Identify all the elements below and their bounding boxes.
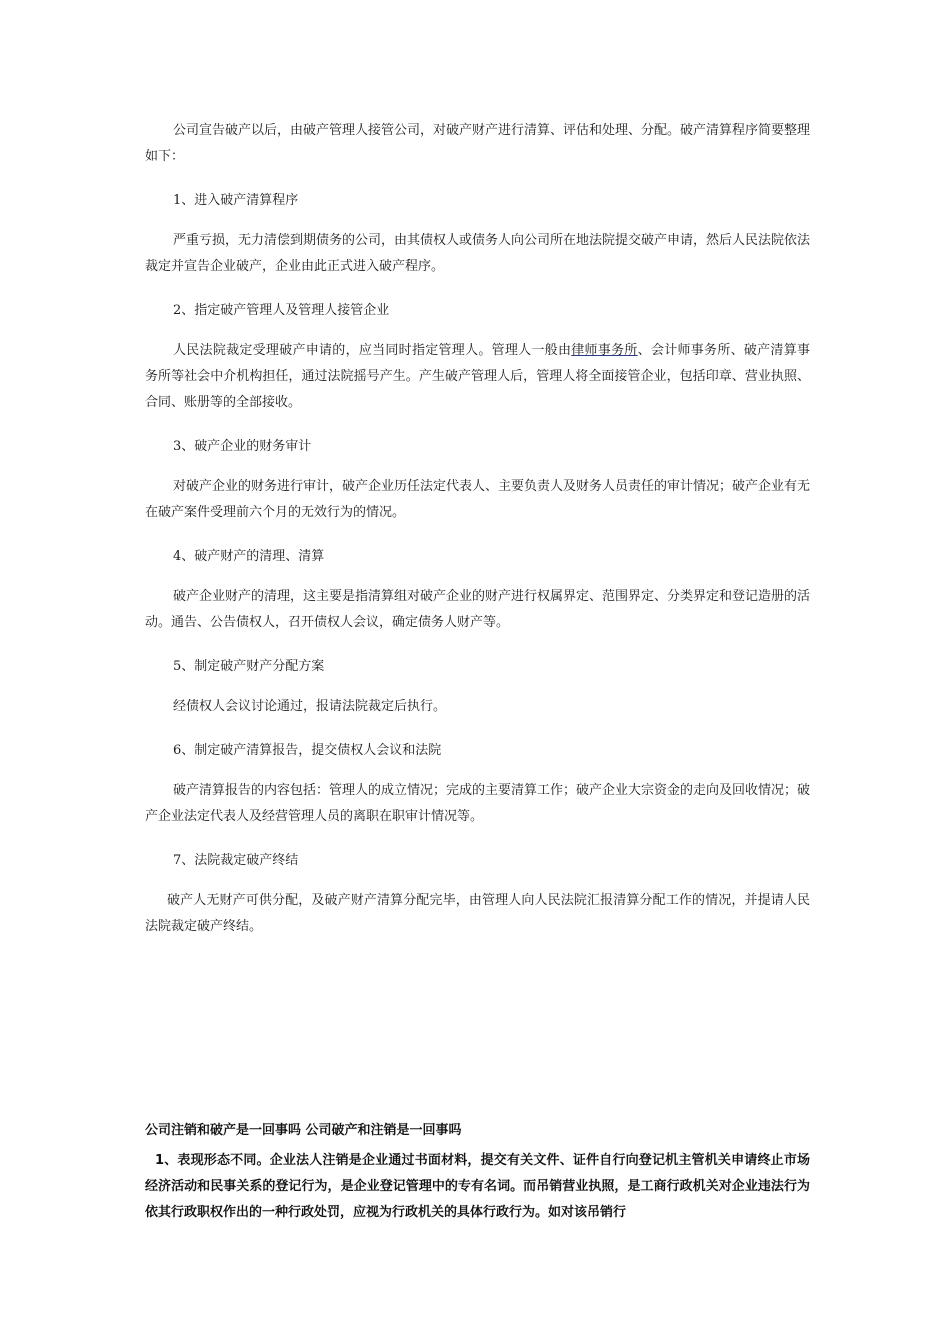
law-firm-link[interactable]: 律师事务所 — [571, 343, 638, 358]
step-2-heading: 2、指定破产管理人及管理人接管企业 — [173, 303, 390, 318]
step-2-body-end: 、会计师事务所、破产清算事务所等社会中介机构担任，通过法院摇号产生。产生破产管理人后，管理人将全面接管企业，包括印章、营业执照、合同、账册等的全部接收。 — [145, 343, 810, 410]
step-3-body: 对破产企业的财务进行审计，破产企业历任法定代表人、主要负责人及财务人员责任的审计情况；破产企业有无在破产案件受理前六个月的无效行为的情况。 — [145, 479, 811, 520]
step-2-body — [145, 338, 810, 416]
deregistration-vs-bankruptcy-section — [145, 1120, 810, 1226]
step-3-heading: 3、破产企业的财务审计 — [173, 439, 312, 454]
intro-paragraph: 公司宣告破产以后，由破产管理人接管公司，对破产财产进行清算、评估和处理、分配。破产清算程序简要整理如下： — [145, 123, 811, 164]
step-5-body: 经债权人会议讨论通过，报请法院裁定后执行。 — [173, 699, 447, 714]
step-5-heading: 5、制定破产财产分配方案 — [173, 659, 325, 674]
step-6-heading: 6、制定破产清算报告，提交债权人会议和法院 — [173, 743, 442, 758]
section-title: 公司注销和破产是一回事吗 公司破产和注销是一回事吗 — [145, 1123, 462, 1138]
step-7-body: 破产人无财产可供分配，及破产财产清算分配完毕，由管理人向人民法院汇报清算分配工作的情况，并提请人民法院裁定破产终结。 — [145, 893, 810, 934]
step-1-body: 严重亏损，无力清偿到期债务的公司，由其债权人或债务人向公司所在地法院提交破产申请，然后人民法院依法裁定并宣告企业破产，企业由此正式进入破产程序。 — [145, 233, 811, 274]
step-2-body-start: 人民法院裁定受理破产申请的，应当同时指定管理人。管理人一般由 — [173, 343, 572, 358]
bankruptcy-procedure-section — [145, 118, 810, 958]
step-6-body: 破产清算报告的内容包括：管理人的成立情况；完成的主要清算工作；破产企业大宗资金的走向及回收情况；破产企业法定代表人及经营管理人员的离职在职审计情况等。 — [145, 783, 811, 824]
section-body: 1、表现形态不同。企业法人注销是企业通过书面材料，提交有关文件、证件自行向登记机主管机关申请终止市场经济活动和民事关系的登记行为，是企业登记管理中的专有名词。而吊销营业执照，是工商行政机关对企业违法行为依其行政职权作出的一种行政处罚，应视为行政机关的具体行政行为。如对该吊销行 — [145, 1153, 810, 1220]
step-4-body: 破产企业财产的清理，这主要是指清算组对破产企业的财产进行权属界定、范围界定、分类界定和登记造册的活动。通告、公告债权人，召开债权人会议，确定债务人财产等。 — [145, 589, 811, 630]
step-1-heading: 1、进入破产清算程序 — [173, 193, 299, 208]
step-4-heading: 4、破产财产的清理、清算 — [173, 549, 325, 564]
step-7-heading: 7、法院裁定破产终结 — [173, 853, 299, 868]
